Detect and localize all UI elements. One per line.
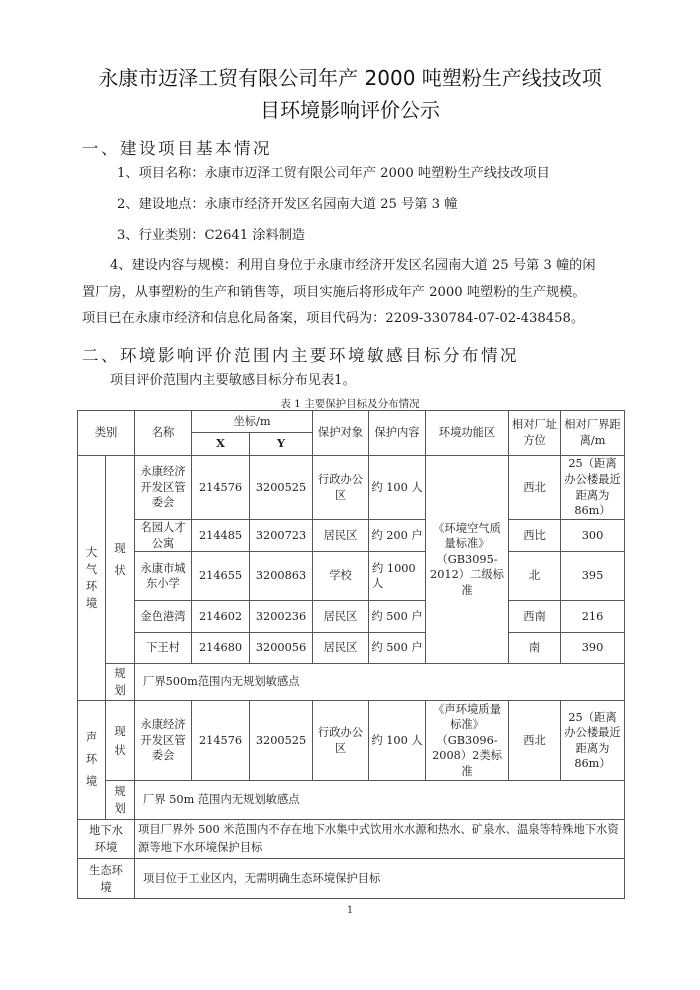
row-y: 3200863	[250, 552, 313, 601]
row-direction: 西南	[509, 601, 561, 633]
noise-status	[106, 701, 135, 781]
row-content: 约 200 户	[369, 520, 426, 552]
table-caption: 表 1 主要保护目标及分布情况	[280, 398, 420, 410]
noise-plan	[106, 781, 135, 820]
groundwater-text: 项目厂界外 500 米范围内不存在地下水集中式饮用水水源和热水、矿泉水、温泉等特殊地下水资源等地下水环境保护目标	[135, 820, 625, 859]
noise-status-label: 现状	[114, 724, 126, 757]
air-category	[78, 456, 106, 701]
air-plan-text: 厂界500m范围内无规划敏感点	[135, 664, 625, 701]
title-line-1: 永康市迈泽工贸有限公司年产 2000 吨塑粉生产线技改项	[98, 66, 602, 90]
row-object: 行政办公区	[313, 456, 369, 520]
air-category-label: 大气环境	[85, 546, 98, 611]
item-industry: 3、行业类别：C2641 涂料制造	[117, 228, 306, 243]
ecology-category	[78, 859, 135, 899]
air-status-label: 现状	[114, 541, 126, 577]
row-name: 下王村	[135, 633, 192, 664]
noise-env-zone: 《声环境质量标准》（GB3096-2008）2类标准	[426, 701, 509, 781]
title-line-2: 目环境影响评价公示	[260, 98, 440, 122]
row-direction: 北	[509, 552, 561, 601]
ecology-text: 项目位于工业区内，无需明确生态环境保护目标	[135, 859, 625, 899]
table-row	[78, 520, 625, 552]
air-status	[106, 456, 135, 664]
table-row	[78, 456, 625, 520]
air-plan-label: 规划	[114, 667, 126, 698]
header-distance: 相对厂界距离/m	[561, 411, 625, 456]
row-name: 金色港湾	[135, 601, 192, 633]
noise-plan-label: 规划	[114, 785, 126, 816]
table-row	[78, 633, 625, 664]
section-1-heading: 一、建设项目基本情况	[82, 139, 272, 158]
air-env-zone: 《环境空气质量标准》（GB3095-2012）二级标准	[426, 456, 509, 664]
row-distance: 25（距离办公楼最近距离为86m）	[561, 456, 625, 520]
row-object: 居民区	[313, 601, 369, 633]
row-direction: 西北	[509, 456, 561, 520]
row-x: 214602	[192, 601, 250, 633]
protection-targets-table	[77, 410, 625, 899]
row-direction: 西比	[509, 520, 561, 552]
row-distance: 300	[561, 520, 625, 552]
row-x: 214655	[192, 552, 250, 601]
row-distance: 25（距离办公楼最近距离为86m）	[561, 701, 625, 781]
row-content: 约 100 人	[369, 701, 426, 781]
groundwater-category-label: 地下水环境	[89, 824, 123, 855]
item-content-line-1: 4、建设内容与规模：利用自身位于永康市经济开发区名园南大道 25 号第 3 幢的闲	[110, 258, 596, 273]
row-distance: 216	[561, 601, 625, 633]
header-coord: 坐标/m	[192, 411, 313, 433]
row-content: 约 1000 人	[369, 552, 426, 601]
row-object: 行政办公区	[313, 701, 369, 781]
row-object: 居民区	[313, 633, 369, 664]
header-protect-object: 保护对象	[313, 411, 369, 456]
document-title	[40, 62, 660, 126]
header-x: X	[192, 433, 250, 456]
row-y: 3200525	[250, 456, 313, 520]
row-name: 永康市城东小学	[135, 552, 192, 601]
table-row	[78, 859, 625, 899]
item-location: 2、建设地点：永康市经济开发区名园南大道 25 号第 3 幢	[117, 197, 458, 212]
row-distance: 395	[561, 552, 625, 601]
row-x: 214485	[192, 520, 250, 552]
row-name: 名园人才公寓	[135, 520, 192, 552]
row-y: 3200236	[250, 601, 313, 633]
item-content-line-2: 置厂房，从事塑粉的生产和销售等，项目实施后将形成年产 2000 吨塑粉的生产规模。	[82, 285, 586, 300]
row-name: 永康经济开发区管委会	[135, 456, 192, 520]
row-object: 居民区	[313, 520, 369, 552]
row-object: 学校	[313, 552, 369, 601]
section-2-heading: 二、环境影响评价范围内主要环境敏感目标分布情况	[82, 346, 519, 365]
page-number: 1	[346, 905, 354, 916]
row-x: 214576	[192, 701, 250, 781]
row-y: 3200056	[250, 633, 313, 664]
section-2-intro: 项目评价范围内主要敏感目标分布见表1。	[110, 373, 356, 388]
header-category: 类别	[78, 411, 135, 456]
item-content-line-3: 项目已在永康市经济和信息化局备案，项目代码为：2209-330784-07-02-438458。	[82, 311, 585, 326]
table-row	[78, 664, 625, 701]
header-protect-content: 保护内容	[369, 411, 426, 456]
noise-category	[78, 701, 106, 820]
table-row	[78, 552, 625, 601]
table-row	[78, 781, 625, 820]
row-name: 永康经济开发区管委会	[135, 701, 192, 781]
row-x: 214576	[192, 456, 250, 520]
item-project-name: 1、项目名称：永康市迈泽工贸有限公司年产 2000 吨塑粉生产线技改项目	[117, 166, 550, 181]
header-y: Y	[250, 433, 313, 456]
row-content: 约 500 户	[369, 601, 426, 633]
noise-plan-text: 厂界 50m 范围内无规划敏感点	[135, 781, 625, 820]
noise-category-label: 声环境	[85, 731, 98, 789]
row-direction: 西北	[509, 701, 561, 781]
header-env-zone: 环境功能区	[426, 411, 509, 456]
table-row	[78, 601, 625, 633]
row-distance: 390	[561, 633, 625, 664]
table-row	[78, 701, 625, 781]
row-direction: 南	[509, 633, 561, 664]
row-content: 约 100 人	[369, 456, 426, 520]
row-y: 3200525	[250, 701, 313, 781]
groundwater-category	[78, 820, 135, 859]
header-direction: 相对厂址方位	[509, 411, 561, 456]
header-name: 名称	[135, 411, 192, 456]
air-plan	[106, 664, 135, 701]
row-y: 3200723	[250, 520, 313, 552]
ecology-category-label: 生态环境	[89, 863, 123, 894]
table-row	[78, 820, 625, 859]
row-content: 约 500 户	[369, 633, 426, 664]
row-x: 214680	[192, 633, 250, 664]
